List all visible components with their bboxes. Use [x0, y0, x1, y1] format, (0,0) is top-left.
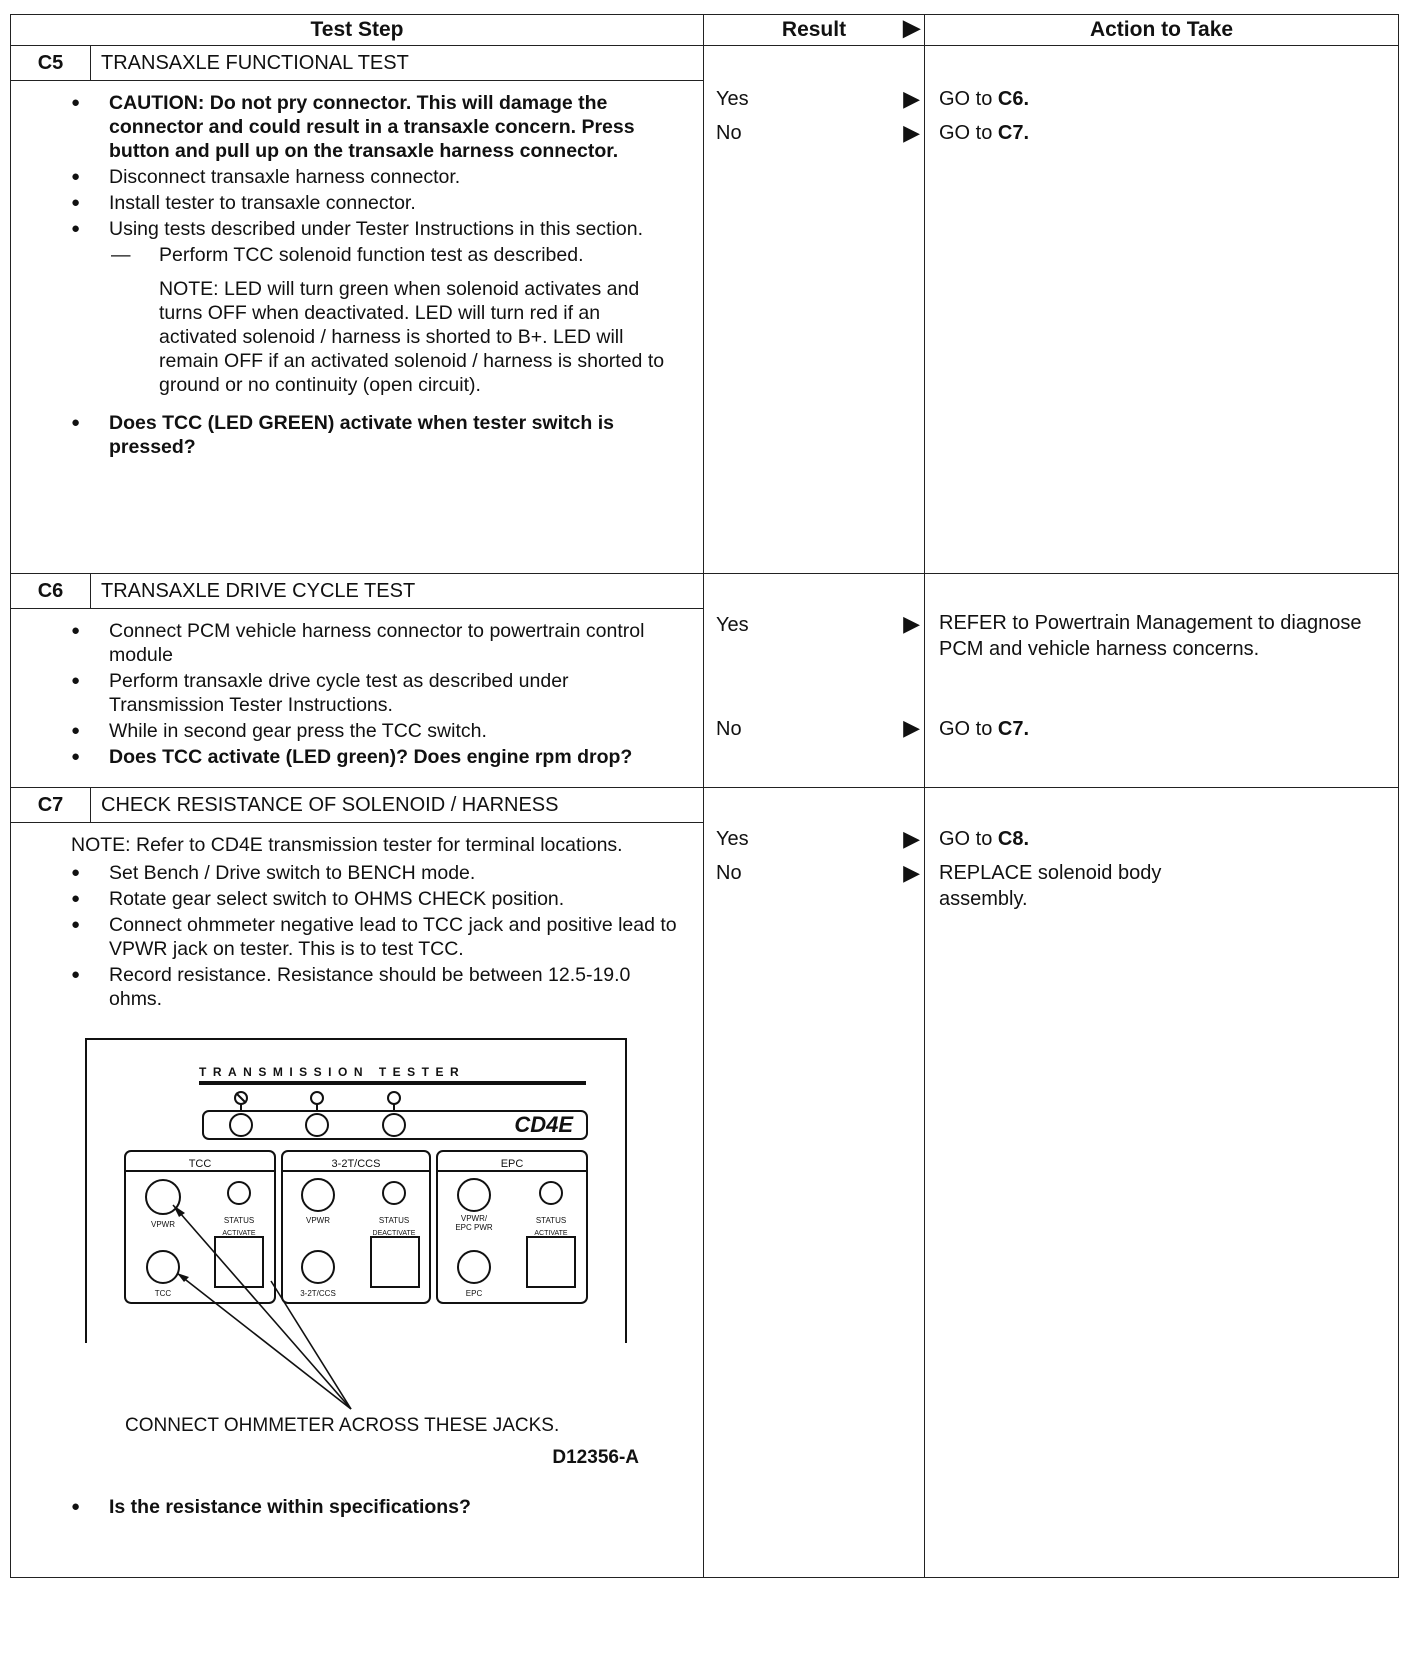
c7-yes: Yes: [716, 828, 749, 850]
header-action: Action to Take: [925, 15, 1399, 46]
c6-bullet-3: ● While in second gear press the TCC switch.: [109, 719, 677, 743]
c7-bullet-2: ● Rotate gear select switch to OHMS CHECK position.: [109, 887, 677, 911]
c5-step-title: TRANSAXLE FUNCTIONAL TEST: [91, 46, 704, 81]
right-triangle-arrow-icon: ▶: [903, 86, 920, 111]
c5-yes-action-ref: C6.: [997, 88, 1030, 110]
c5-question: ● Does TCC (LED GREEN) activate when tester switch is pressed?: [109, 411, 677, 459]
c7-no: No: [716, 862, 742, 884]
header-test-step: Test Step: [11, 15, 704, 46]
c6-no: No: [716, 718, 742, 740]
c7-yes-action-text: GO to: [939, 828, 998, 850]
right-triangle-arrow-icon: ▶: [903, 15, 920, 40]
c6-bullet-1: ● Connect PCM vehicle harness connector to powertrain control module: [109, 619, 677, 667]
c7-step-title: CHECK RESISTANCE OF SOLENOID / HARNESS: [91, 788, 704, 823]
epc-pwr-label: EPC PWR: [455, 1223, 493, 1232]
c5-no-action-ref: C7.: [997, 122, 1030, 144]
c5-caution: ● CAUTION: Do not pry connector. This will damage the connector and could result in a transaxle concern. Press button and pull up on the transaxle harness connector.: [109, 91, 677, 163]
c5-sub-step: — Perform TCC solenoid function test as described.: [159, 243, 677, 267]
c6-content: [11, 609, 704, 788]
pinpoint-test-table: [10, 14, 1399, 1578]
c5-yes: Yes: [716, 88, 749, 110]
c6-bullet-2: ● Perform transaxle drive cycle test as described under Transmission Tester Instructions.: [109, 669, 677, 717]
c7-note: NOTE: Refer to CD4E transmission tester for terminal locations.: [71, 834, 623, 856]
c5-action-cell: [925, 46, 1399, 574]
c5-title-row: [11, 46, 1399, 81]
c6-no-action: [939, 716, 1386, 742]
shift-jack-label: 3-2T/CCS: [300, 1289, 336, 1298]
c7-bullet-3: ● Connect ohmmeter negative lead to TCC jack and positive lead to VPWR jack on tester. This is to test TCC.: [109, 913, 677, 961]
c7-step-id: C7: [11, 788, 91, 823]
figure-caption: CONNECT OHMMETER ACROSS THESE JACKS.: [125, 1415, 560, 1436]
right-triangle-arrow-icon: ▶: [903, 120, 920, 145]
c5-note: NOTE: LED will turn green when solenoid activates and turns OFF when deactivated. LED will turn red if an activated solenoid / harness is shorted to B+. LED will remain OFF if an activated solenoid / harness is shorted to ground or no continuity (open circuit).: [159, 278, 665, 396]
right-triangle-arrow-icon: ▶: [903, 611, 920, 636]
c5-no: No: [716, 122, 742, 144]
c6-step-title: TRANSAXLE DRIVE CYCLE TEST: [91, 574, 704, 609]
c6-result-cell: [704, 574, 925, 788]
c6-yes: Yes: [716, 614, 749, 636]
epc-panel-label: EPC: [500, 1158, 524, 1170]
c6-step-id: C6: [11, 574, 91, 609]
epc-vpwr-label: VPWR/: [460, 1214, 488, 1223]
c7-bullet-1: ● Set Bench / Drive switch to BENCH mode.: [109, 861, 677, 885]
c6-no-action-ref: C7.: [997, 718, 1030, 740]
epc-jack-label: EPC: [465, 1289, 483, 1298]
tcc-panel-label: TCC: [188, 1158, 212, 1170]
right-triangle-arrow-icon: ▶: [903, 860, 920, 885]
c7-no-action: REPLACE solenoid body assembly.: [939, 862, 1162, 910]
c7-yes-action: [939, 826, 1386, 852]
c5-no-action: [939, 120, 1386, 146]
c5-yes-action-text: GO to: [939, 88, 998, 110]
figure-id: D12356-A: [552, 1447, 639, 1468]
transmission-tester-figure: [81, 1031, 641, 1501]
header-row: [11, 15, 1399, 46]
c6-title-row: [11, 574, 1399, 609]
shift-deactivate-label: DEACTIVATE: [372, 1230, 416, 1237]
c7-action-cell: [925, 788, 1399, 1578]
c6-yes-action: REFER to Powertrain Management to diagnose PCM and vehicle harness concerns.: [939, 612, 1362, 660]
epc-activate-label: ACTIVATE: [534, 1230, 568, 1237]
tcc-activate-label: ACTIVATE: [222, 1230, 256, 1237]
shift-panel-label: 3-2T/CCS: [331, 1158, 381, 1170]
diagnosis-sheet: [10, 14, 1398, 1654]
c7-question: ● Is the resistance within specifications?: [109, 1495, 677, 1519]
c5-bullet-3: ● Using tests described under Tester Instructions in this section.: [109, 217, 677, 241]
c6-question: ● Does TCC activate (LED green)? Does engine rpm drop?: [109, 745, 677, 769]
epc-status-label: STATUS: [535, 1216, 567, 1225]
c5-bullet-1: ● Disconnect transaxle harness connector.: [109, 165, 677, 189]
c5-step-id: C5: [11, 46, 91, 81]
tester-model: CD4E: [514, 1112, 573, 1137]
right-triangle-arrow-icon: ▶: [903, 715, 920, 740]
c5-result-cell: [704, 46, 925, 574]
tester-drawing: [81, 1031, 641, 1501]
c6-action-cell: [925, 574, 1399, 788]
tester-title: TRANSMISSION TESTER: [199, 1065, 466, 1079]
c7-yes-action-ref: C8.: [997, 828, 1030, 850]
tcc-jack-label: TCC: [154, 1289, 172, 1298]
c7-title-row: [11, 788, 1399, 823]
c5-yes-action: [939, 86, 1386, 112]
c5-no-action-text: GO to: [939, 122, 998, 144]
shift-vpwr-label: VPWR: [306, 1216, 330, 1225]
header-result: Result ▶: [704, 15, 925, 46]
c5-bullet-2: ● Install tester to transaxle connector.: [109, 191, 677, 215]
c7-bullet-4: ● Record resistance. Resistance should be between 12.5-19.0 ohms.: [109, 963, 677, 1011]
right-triangle-arrow-icon: ▶: [903, 826, 920, 851]
c7-content: [11, 823, 704, 1578]
c7-result-cell: [704, 788, 925, 1578]
tcc-vpwr-label: VPWR: [151, 1220, 175, 1229]
shift-status-label: STATUS: [378, 1216, 410, 1225]
tcc-status-label: STATUS: [223, 1216, 255, 1225]
c6-no-action-text: GO to: [939, 718, 998, 740]
c5-content: [11, 81, 704, 574]
